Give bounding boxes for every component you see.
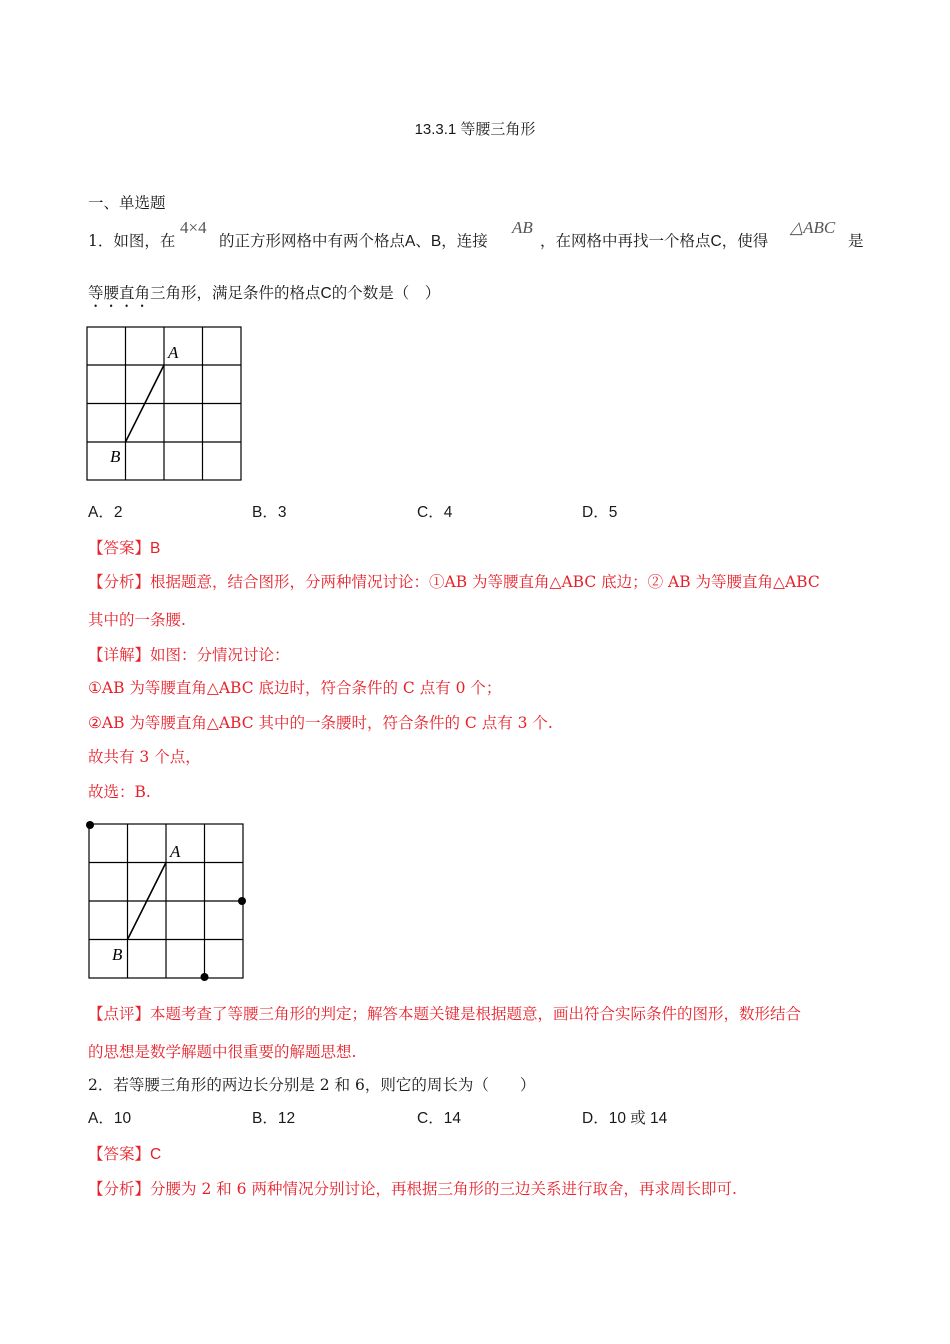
q1-text-4: ，在网格中再找一个格点 [540, 232, 711, 250]
detail-tag: 【详解】 [88, 646, 151, 664]
q1-text-3: ，连接 [441, 232, 488, 250]
q1-option-a: A．2 [88, 504, 123, 521]
section-heading: 一、单选题 [88, 194, 166, 212]
q1-stem-line1b [219, 231, 488, 252]
analysis-tag: 【分析】 [88, 573, 151, 591]
q1-detail-line1: ①AB 为等腰直角△ABC 底边时，符合条件的 C 点有 0 个； [88, 679, 502, 697]
point-c-1 [86, 821, 94, 829]
q1-analysis-line1 [88, 572, 820, 592]
q1-analysis-line2: 其中的一条腰. [88, 611, 186, 629]
q1-stem-line1c [540, 231, 768, 252]
q1-points-ab: A、B [405, 233, 442, 250]
q1-line2-end: 的个数是（ ） [331, 284, 441, 302]
q1-point-c: C [710, 233, 722, 250]
point-c-2 [238, 897, 246, 905]
q1-line2-c: C [320, 285, 332, 302]
answer-value: B [150, 540, 161, 557]
analysis-text: 根据题意，结合图形，分两种情况讨论：①AB 为等腰直角△ABC 底边；② AB 为等腰直角△ABC [150, 573, 820, 591]
label-a: A [168, 343, 179, 362]
q1-segment-ab: AB [512, 218, 533, 237]
q1-line2-text: 三角形，满足条件的格点 [150, 284, 321, 302]
point-c-3 [201, 973, 209, 981]
q2-option-c: C．14 [417, 1110, 461, 1127]
q1-grid-size: 4×4 [180, 218, 207, 237]
label-a: A [170, 842, 181, 861]
q1-emphasis: 等腰直角 [88, 284, 151, 302]
q1-option-d: D．5 [582, 504, 618, 521]
q2-option-d: D．10 或 14 [582, 1110, 668, 1127]
answer-value: C [150, 1146, 162, 1163]
q1-stem-line2 [88, 283, 440, 311]
answer-tag: 【答案】 [88, 539, 151, 557]
q1-stem-line1 [88, 231, 175, 251]
label-b: B [112, 945, 123, 964]
q1-text-2: 的正方形网格中有两个格点 [219, 232, 406, 250]
q1-text-5: ，使得 [721, 232, 769, 250]
q1-detail-line0 [88, 645, 290, 665]
analysis-text: 分腰为 2 和 6 两种情况分别讨论，再根据三角形的三边关系进行取舍，再求周长即可. [150, 1180, 737, 1198]
q1-detail-line2: ②AB 为等腰直角△ABC 其中的一条腰时，符合条件的 C 点有 3 个. [88, 714, 553, 732]
q1-comment-line1 [88, 1004, 801, 1024]
q2-answer [88, 1144, 161, 1165]
q2-option-b: B．12 [252, 1110, 296, 1127]
comment-tag: 【点评】 [88, 1005, 151, 1023]
q1-text-1: 如图，在 [113, 232, 176, 250]
q1-detail-line3: 故共有 3 个点， [88, 748, 201, 766]
detail-text: 如图：分情况讨论： [150, 646, 290, 664]
comment-text: 本题考查了等腰三角形的判定；解答本题关键是根据题意，画出符合实际条件的图形，数形结合 [150, 1005, 802, 1023]
q1-triangle: △ABC [790, 218, 836, 237]
q1-comment-line2: 的思想是数学解题中很重要的解题思想. [88, 1043, 357, 1061]
answer-tag: 【答案】 [88, 1145, 151, 1163]
q2-stem: 2．若等腰三角形的两边长分别是 2 和 6，则它的周长为（ ） [88, 1076, 536, 1094]
q2-analysis [88, 1179, 737, 1199]
analysis-tag: 【分析】 [88, 1180, 151, 1198]
q1-number: 1． [88, 232, 114, 250]
q1-option-c: C．4 [417, 504, 453, 521]
q1-answer [88, 538, 160, 559]
q1-solution-figure [80, 815, 255, 990]
q1-option-b: B．3 [252, 504, 287, 521]
label-b: B [110, 447, 121, 466]
q1-grid-figure [80, 320, 250, 490]
q1-detail-line4: 故选：B. [88, 783, 151, 801]
q2-option-a: A．10 [88, 1110, 132, 1127]
q1-text-6: 是 [848, 232, 864, 250]
page-title: 13.3.1 等腰三角形 [414, 121, 536, 138]
